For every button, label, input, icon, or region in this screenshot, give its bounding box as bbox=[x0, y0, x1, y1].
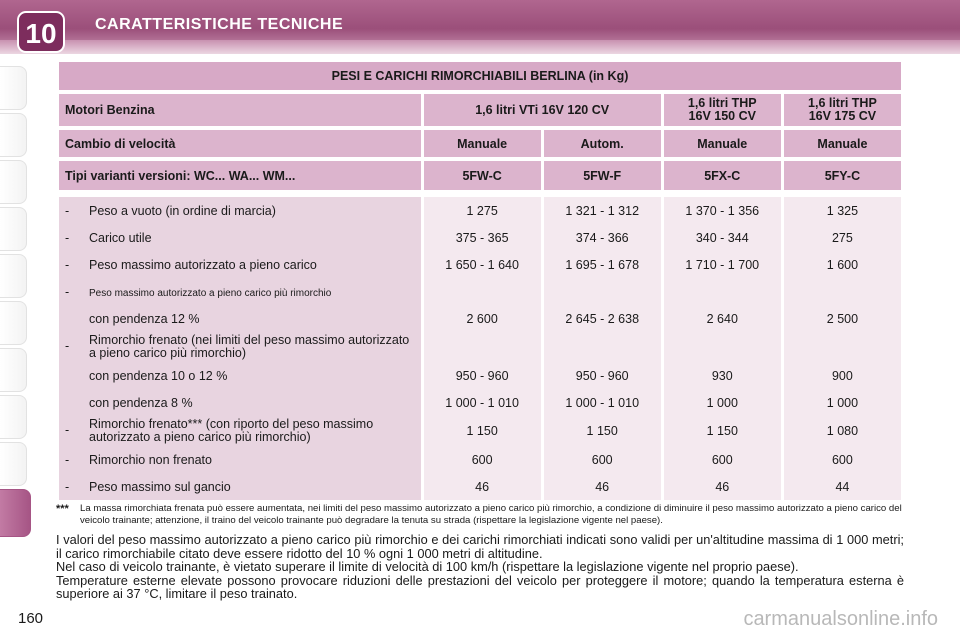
value-cell: 46 bbox=[424, 473, 541, 500]
gearbox-cell: Manuale bbox=[424, 130, 541, 157]
table-row bbox=[59, 197, 901, 224]
footnote-text: La massa rimorchiata frenata può essere aumentata, nei limiti del peso massimo autorizzato a pieno carico più rimorchio, a condizione di diminuire il peso massimo autorizzato a pieno carico del veicolo trainante; attenzione, il traino del veicolo trainante può degradare la tenuta su strada (rispettare la legislazione vigente nel paese). bbox=[80, 503, 902, 526]
value-cell: 275 bbox=[784, 224, 901, 251]
gearbox-label: Cambio di velocità bbox=[59, 130, 421, 157]
engines-row bbox=[59, 94, 901, 126]
value-cell: 2 600 bbox=[424, 305, 541, 332]
table-row bbox=[59, 473, 901, 500]
value-cell: 1 275 bbox=[424, 197, 541, 224]
engine-thp175 bbox=[784, 94, 901, 126]
row-label-cell bbox=[59, 305, 421, 332]
gearbox-cell: Manuale bbox=[664, 130, 781, 157]
side-tab[interactable] bbox=[0, 442, 27, 486]
side-tab[interactable] bbox=[0, 160, 27, 204]
row-dash: - bbox=[65, 423, 70, 438]
paragraph: Temperature esterne elevate possono provocare riduzioni delle prestazioni del veicolo per proteggere il motore; quando la temperatura esterna è superiore ai 37 °C, limitare il peso trainato. bbox=[56, 572, 904, 601]
value-cell: 2 645 - 2 638 bbox=[544, 305, 661, 332]
value-cell: 2 500 bbox=[784, 305, 901, 332]
table-row bbox=[59, 278, 901, 305]
row-label-cell bbox=[59, 251, 421, 278]
variants-label: Tipi varianti versioni: WC... WA... WM... bbox=[59, 161, 421, 190]
row-label-cell bbox=[59, 362, 421, 389]
value-cell: 1 000 - 1 010 bbox=[424, 389, 541, 416]
row-label-cell bbox=[59, 224, 421, 251]
row-dash: - bbox=[65, 452, 70, 467]
side-tab[interactable] bbox=[0, 395, 27, 439]
value-cell: 600 bbox=[424, 446, 541, 473]
value-cell: 1 370 - 1 356 bbox=[664, 197, 781, 224]
chapter-badge bbox=[16, 10, 66, 54]
row-label: Peso massimo autorizzato a pieno carico più rimorchio bbox=[89, 287, 332, 299]
table-row bbox=[59, 251, 901, 278]
engines-label: Motori Benzina bbox=[59, 94, 421, 126]
side-tab[interactable] bbox=[0, 66, 27, 110]
value-cell: 1 695 - 1 678 bbox=[544, 251, 661, 278]
side-tab[interactable] bbox=[0, 254, 27, 298]
variant-cell: 5FW-C bbox=[424, 161, 541, 190]
value-cell bbox=[784, 332, 901, 362]
gearbox-cell: Manuale bbox=[784, 130, 901, 157]
value-cell: 930 bbox=[664, 362, 781, 389]
watermark: carmanualsonline.info bbox=[743, 608, 938, 630]
table-row bbox=[59, 416, 901, 446]
table-row bbox=[59, 362, 901, 389]
engine-thp150-line1: 1,6 litri THP bbox=[687, 96, 757, 110]
row-dash: - bbox=[65, 203, 70, 218]
value-cell: 375 - 365 bbox=[424, 224, 541, 251]
row-label: con pendenza 8 % bbox=[89, 395, 193, 410]
table-title: PESI E CARICHI RIMORCHIABILI BERLINA (in Kg) bbox=[59, 62, 901, 90]
value-cell: 950 - 960 bbox=[544, 362, 661, 389]
value-cell: 374 - 366 bbox=[544, 224, 661, 251]
row-dash: - bbox=[65, 479, 70, 494]
row-label-cell bbox=[59, 446, 421, 473]
value-cell: 1 000 bbox=[664, 389, 781, 416]
table-row bbox=[59, 332, 901, 362]
variant-cell: 5FX-C bbox=[664, 161, 781, 190]
side-tab[interactable] bbox=[0, 301, 27, 345]
value-cell: 1 650 - 1 640 bbox=[424, 251, 541, 278]
value-cell: 1 325 bbox=[784, 197, 901, 224]
side-tab[interactable] bbox=[0, 207, 27, 251]
row-label: con pendenza 10 o 12 % bbox=[89, 368, 228, 383]
chapter-number: 10 bbox=[25, 18, 57, 49]
gearbox-cell: Autom. bbox=[544, 130, 661, 157]
paragraph: Nel caso di veicolo trainante, è vietato superare il limite di velocità di 100 km/h (rispettare la legislazione vigente nel proprio paese). bbox=[56, 559, 799, 574]
side-tab-active[interactable] bbox=[0, 489, 31, 537]
row-label-cell bbox=[59, 332, 421, 362]
value-cell: 600 bbox=[784, 446, 901, 473]
side-tab[interactable] bbox=[0, 113, 27, 157]
engine-vti: 1,6 litri VTi 16V 120 CV bbox=[424, 94, 661, 126]
row-label: Rimorchio non frenato bbox=[89, 452, 212, 467]
value-cell: 950 - 960 bbox=[424, 362, 541, 389]
value-cell bbox=[424, 278, 541, 305]
side-tabs bbox=[0, 66, 32, 540]
value-cell: 1 600 bbox=[784, 251, 901, 278]
paragraph: I valori del peso massimo autorizzato a pieno carico più rimorchio e dei carichi rimorchiati indicati sono validi per un'altitudine massima di 1 000 metri; il carico rimorchiabile citato deve essere ridotto del 10 % ogni 1 000 metri di altitudine. bbox=[56, 532, 904, 561]
value-cell bbox=[664, 332, 781, 362]
row-label: Carico utile bbox=[89, 230, 152, 245]
row-dash: - bbox=[65, 339, 70, 354]
row-label: Peso a vuoto (in ordine di marcia) bbox=[89, 203, 276, 218]
value-cell: 2 640 bbox=[664, 305, 781, 332]
value-cell bbox=[544, 332, 661, 362]
row-label-cell bbox=[59, 389, 421, 416]
variants-row bbox=[59, 161, 901, 190]
value-cell: 1 321 - 1 312 bbox=[544, 197, 661, 224]
variant-cell: 5FW-F bbox=[544, 161, 661, 190]
engine-thp175-line1: 1,6 litri THP bbox=[808, 96, 877, 110]
row-dash: - bbox=[65, 284, 70, 299]
table-body bbox=[59, 197, 901, 500]
table-title-row bbox=[59, 62, 901, 90]
engine-thp150 bbox=[664, 94, 781, 126]
row-label-cell bbox=[59, 197, 421, 224]
value-cell: 46 bbox=[664, 473, 781, 500]
value-cell: 44 bbox=[784, 473, 901, 500]
value-cell: 600 bbox=[664, 446, 781, 473]
row-label: Rimorchio frenato*** (con riporto del peso massimo autorizzato a pieno carico più rimorchio) bbox=[89, 417, 374, 444]
value-cell: 340 - 344 bbox=[664, 224, 781, 251]
row-label-cell bbox=[59, 416, 421, 446]
row-label-cell bbox=[59, 473, 421, 500]
value-cell: 1 150 bbox=[544, 416, 661, 446]
row-label: con pendenza 12 % bbox=[89, 311, 200, 326]
value-cell: 1 080 bbox=[784, 416, 901, 446]
row-label: Peso massimo autorizzato a pieno carico bbox=[89, 257, 317, 272]
value-cell: 46 bbox=[544, 473, 661, 500]
engine-thp175-line2: 16V 175 CV bbox=[808, 109, 877, 123]
value-cell bbox=[544, 278, 661, 305]
table-row bbox=[59, 389, 901, 416]
side-tab[interactable] bbox=[0, 348, 27, 392]
value-cell bbox=[784, 278, 901, 305]
row-label: Peso massimo sul gancio bbox=[89, 479, 231, 494]
value-cell bbox=[424, 332, 541, 362]
gearbox-row bbox=[59, 130, 901, 157]
engine-thp150-line2: 16V 150 CV bbox=[688, 109, 756, 123]
footnote bbox=[56, 503, 906, 527]
variant-cell: 5FY-C bbox=[784, 161, 901, 190]
value-cell: 1 150 bbox=[664, 416, 781, 446]
row-dash: - bbox=[65, 230, 70, 245]
weights-table bbox=[56, 62, 904, 500]
table-row bbox=[59, 224, 901, 251]
value-cell: 900 bbox=[784, 362, 901, 389]
row-label: Rimorchio frenato (nei limiti del peso massimo autorizzato a pieno carico più rimorchio) bbox=[89, 333, 410, 360]
header-fade bbox=[0, 40, 960, 54]
row-label-cell bbox=[59, 278, 421, 305]
value-cell: 1 710 - 1 700 bbox=[664, 251, 781, 278]
value-cell bbox=[664, 278, 781, 305]
body-text bbox=[56, 533, 904, 601]
value-cell: 1 000 - 1 010 bbox=[544, 389, 661, 416]
page-number: 160 bbox=[18, 610, 44, 627]
page-title: CARATTERISTICHE TECNICHE bbox=[95, 16, 344, 33]
value-cell: 1 150 bbox=[424, 416, 541, 446]
value-cell: 1 000 bbox=[784, 389, 901, 416]
row-dash: - bbox=[65, 257, 70, 272]
footnote-mark: *** bbox=[56, 503, 69, 515]
value-cell: 600 bbox=[544, 446, 661, 473]
table-row bbox=[59, 305, 901, 332]
table-row bbox=[59, 446, 901, 473]
